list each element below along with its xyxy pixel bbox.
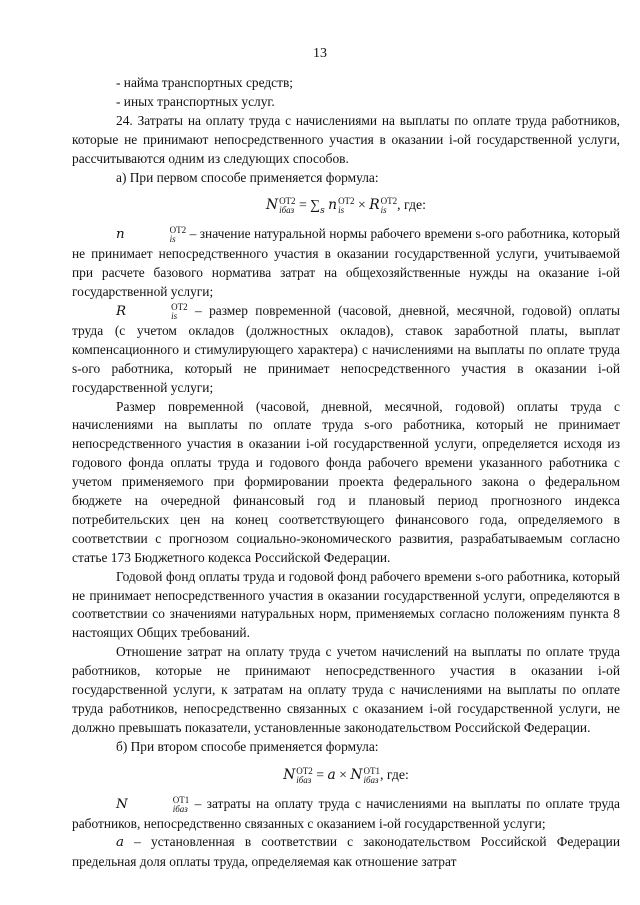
def-not1-sup: ОТ1 bbox=[172, 794, 190, 805]
formula-2-rhs-sup: ОТ1 bbox=[363, 765, 380, 776]
formula-2-a-symbol: a bbox=[327, 766, 336, 783]
formula-1-equals: = bbox=[295, 197, 311, 213]
def-n-sub: is bbox=[169, 234, 176, 245]
formula-1-r-sup: ОТ2 bbox=[380, 196, 398, 207]
formula-1-lhs-sup: ОТ2 bbox=[279, 196, 296, 207]
def-not1-symbol: N bbox=[116, 796, 128, 812]
formula-1-n-sup: ОТ2 bbox=[338, 196, 355, 207]
def-n-symbol: n bbox=[116, 227, 125, 243]
formula-2 bbox=[72, 766, 620, 785]
paragraph-24: 24. Затраты на оплату труда с начислениями на выплаты по оплате труда работников, которые не принимают непосредственного участия в оказании i-ой государственной услуги, рассчитываются одним из следующих способов. bbox=[72, 112, 620, 166]
formula-1-r-sub: is bbox=[380, 205, 387, 216]
document-body bbox=[72, 74, 620, 872]
formula-1-lhs-sub: iбаз bbox=[279, 205, 295, 216]
formula-1-sum-symbol: ∑ bbox=[310, 197, 321, 213]
formula-1-r-symbol: R bbox=[369, 197, 380, 214]
def-n-sup: ОТ2 bbox=[169, 225, 187, 236]
def-not1-text: – затраты на оплату труда с начислениями на выплаты по оплате труда работников, непосредственно связанных с оказанием i-ой государственной услуги; bbox=[72, 795, 620, 831]
definition-a bbox=[72, 833, 620, 872]
def-n-text: – значение натуральной нормы рабочего времени s-ого работника, который не принимает непосредственного участия в оказании государственной услуги, учитываемой при расчете базового норматива затрат на общехозяйственные нужды на оказание i-ой государственной услуги; bbox=[72, 226, 620, 300]
paragraph-size: Размер повременной (часовой, дневной, месячной, годовой) оплаты труда с начислениями на выплаты по оплате труда s-ого работника, который не принимает непосредственного участия в оказании i-ой государственной услуги, определяется исходя из годового фонда оплаты труда и годового фонда рабочего времени указанного работника с учетом применяемого при формировании проекта федерального закона о федеральном бюджете на очередной финансовый год и плановый период прогнозного индекса потребительских цен на конец соответствующего финансового года, определяемого в соответствии с прогнозом социально-экономического развития, разрабатываемым согласно статье 173 Бюджетного кодекса Российской Федерации. bbox=[72, 398, 620, 565]
formula-2-lhs-symbol: N bbox=[283, 766, 296, 783]
page-number: 13 bbox=[313, 46, 327, 61]
method-b-intro: б) При втором способе применяется формула: bbox=[116, 738, 379, 754]
formula-1-lhs-symbol: N bbox=[265, 197, 279, 214]
formula-2-rhs-sub: iбаз bbox=[363, 774, 379, 785]
formula-1 bbox=[72, 196, 620, 215]
paragraph-ratio: Отношение затрат на оплату труда с учетом начислений на выплаты по оплате труда работников, которые не принимают непосредственного участия в оказании i-ой государственной услуги, к затратам на оплату труда с начислениями на выплаты по оплате труда работников, непосредственно связанных с оказанием i-ой государственной услуги, не должно превышать показатели, установленные законодательством Российской Федерации. bbox=[72, 644, 620, 735]
paragraph-fund: Годовой фонд оплаты труда и годовой фонд рабочего времени s-ого работника, который не принимает непосредственного участия в оказании государственной услуги, определяются в соответствии со значениями натуральных норм, применяемых согласно положениям пункта 8 настоящих Общих требований. bbox=[72, 568, 620, 641]
formula-1-tail: , где: bbox=[397, 197, 426, 213]
def-not1-sub: iбаз bbox=[172, 803, 188, 814]
definition-r bbox=[72, 302, 620, 398]
formula-2-lhs-sub: iбаз bbox=[296, 774, 312, 785]
definition-n bbox=[72, 225, 620, 302]
formula-1-sum-sub: s bbox=[320, 206, 325, 217]
formula-2-tail: , где: bbox=[379, 766, 409, 782]
def-r-symbol: R bbox=[116, 303, 127, 319]
def-r-text: – размер повременной (часовой, дневной, месячной, годовой) оплаты труда (с учетом окладов (должностных окладов), ставок заработной платы, выплат компенсационного и стимулирующего характера) с начислениями на выплаты по оплате труда s-ого работника, который не принимает непосредственного участия в оказании i-ой государственной услуги; bbox=[72, 302, 620, 395]
bullet-item: - найма транспортных средств; bbox=[116, 75, 294, 90]
formula-2-lhs-sup: ОТ2 bbox=[296, 765, 313, 776]
formula-2-times: × bbox=[335, 766, 351, 782]
method-a-intro: а) При первом способе применяется формула: bbox=[116, 169, 379, 185]
bullet-item: - иных транспортных услуг. bbox=[116, 93, 275, 109]
def-a-text: – установленная в соответствии с законодательством Российской Федерации предельная доля оплаты труда, определяемая как отношение затрат bbox=[72, 834, 620, 870]
formula-2-equals: = bbox=[312, 766, 328, 782]
def-a-symbol: a bbox=[116, 835, 124, 851]
formula-2-rhs-symbol: N bbox=[350, 766, 363, 783]
def-r-sup: ОТ2 bbox=[171, 301, 188, 312]
formula-1-n-symbol: n bbox=[328, 197, 338, 214]
formula-1-n-sub: is bbox=[338, 205, 345, 216]
def-r-sub: is bbox=[171, 310, 178, 321]
formula-1-times: × bbox=[354, 197, 370, 213]
definition-not1 bbox=[72, 795, 620, 834]
